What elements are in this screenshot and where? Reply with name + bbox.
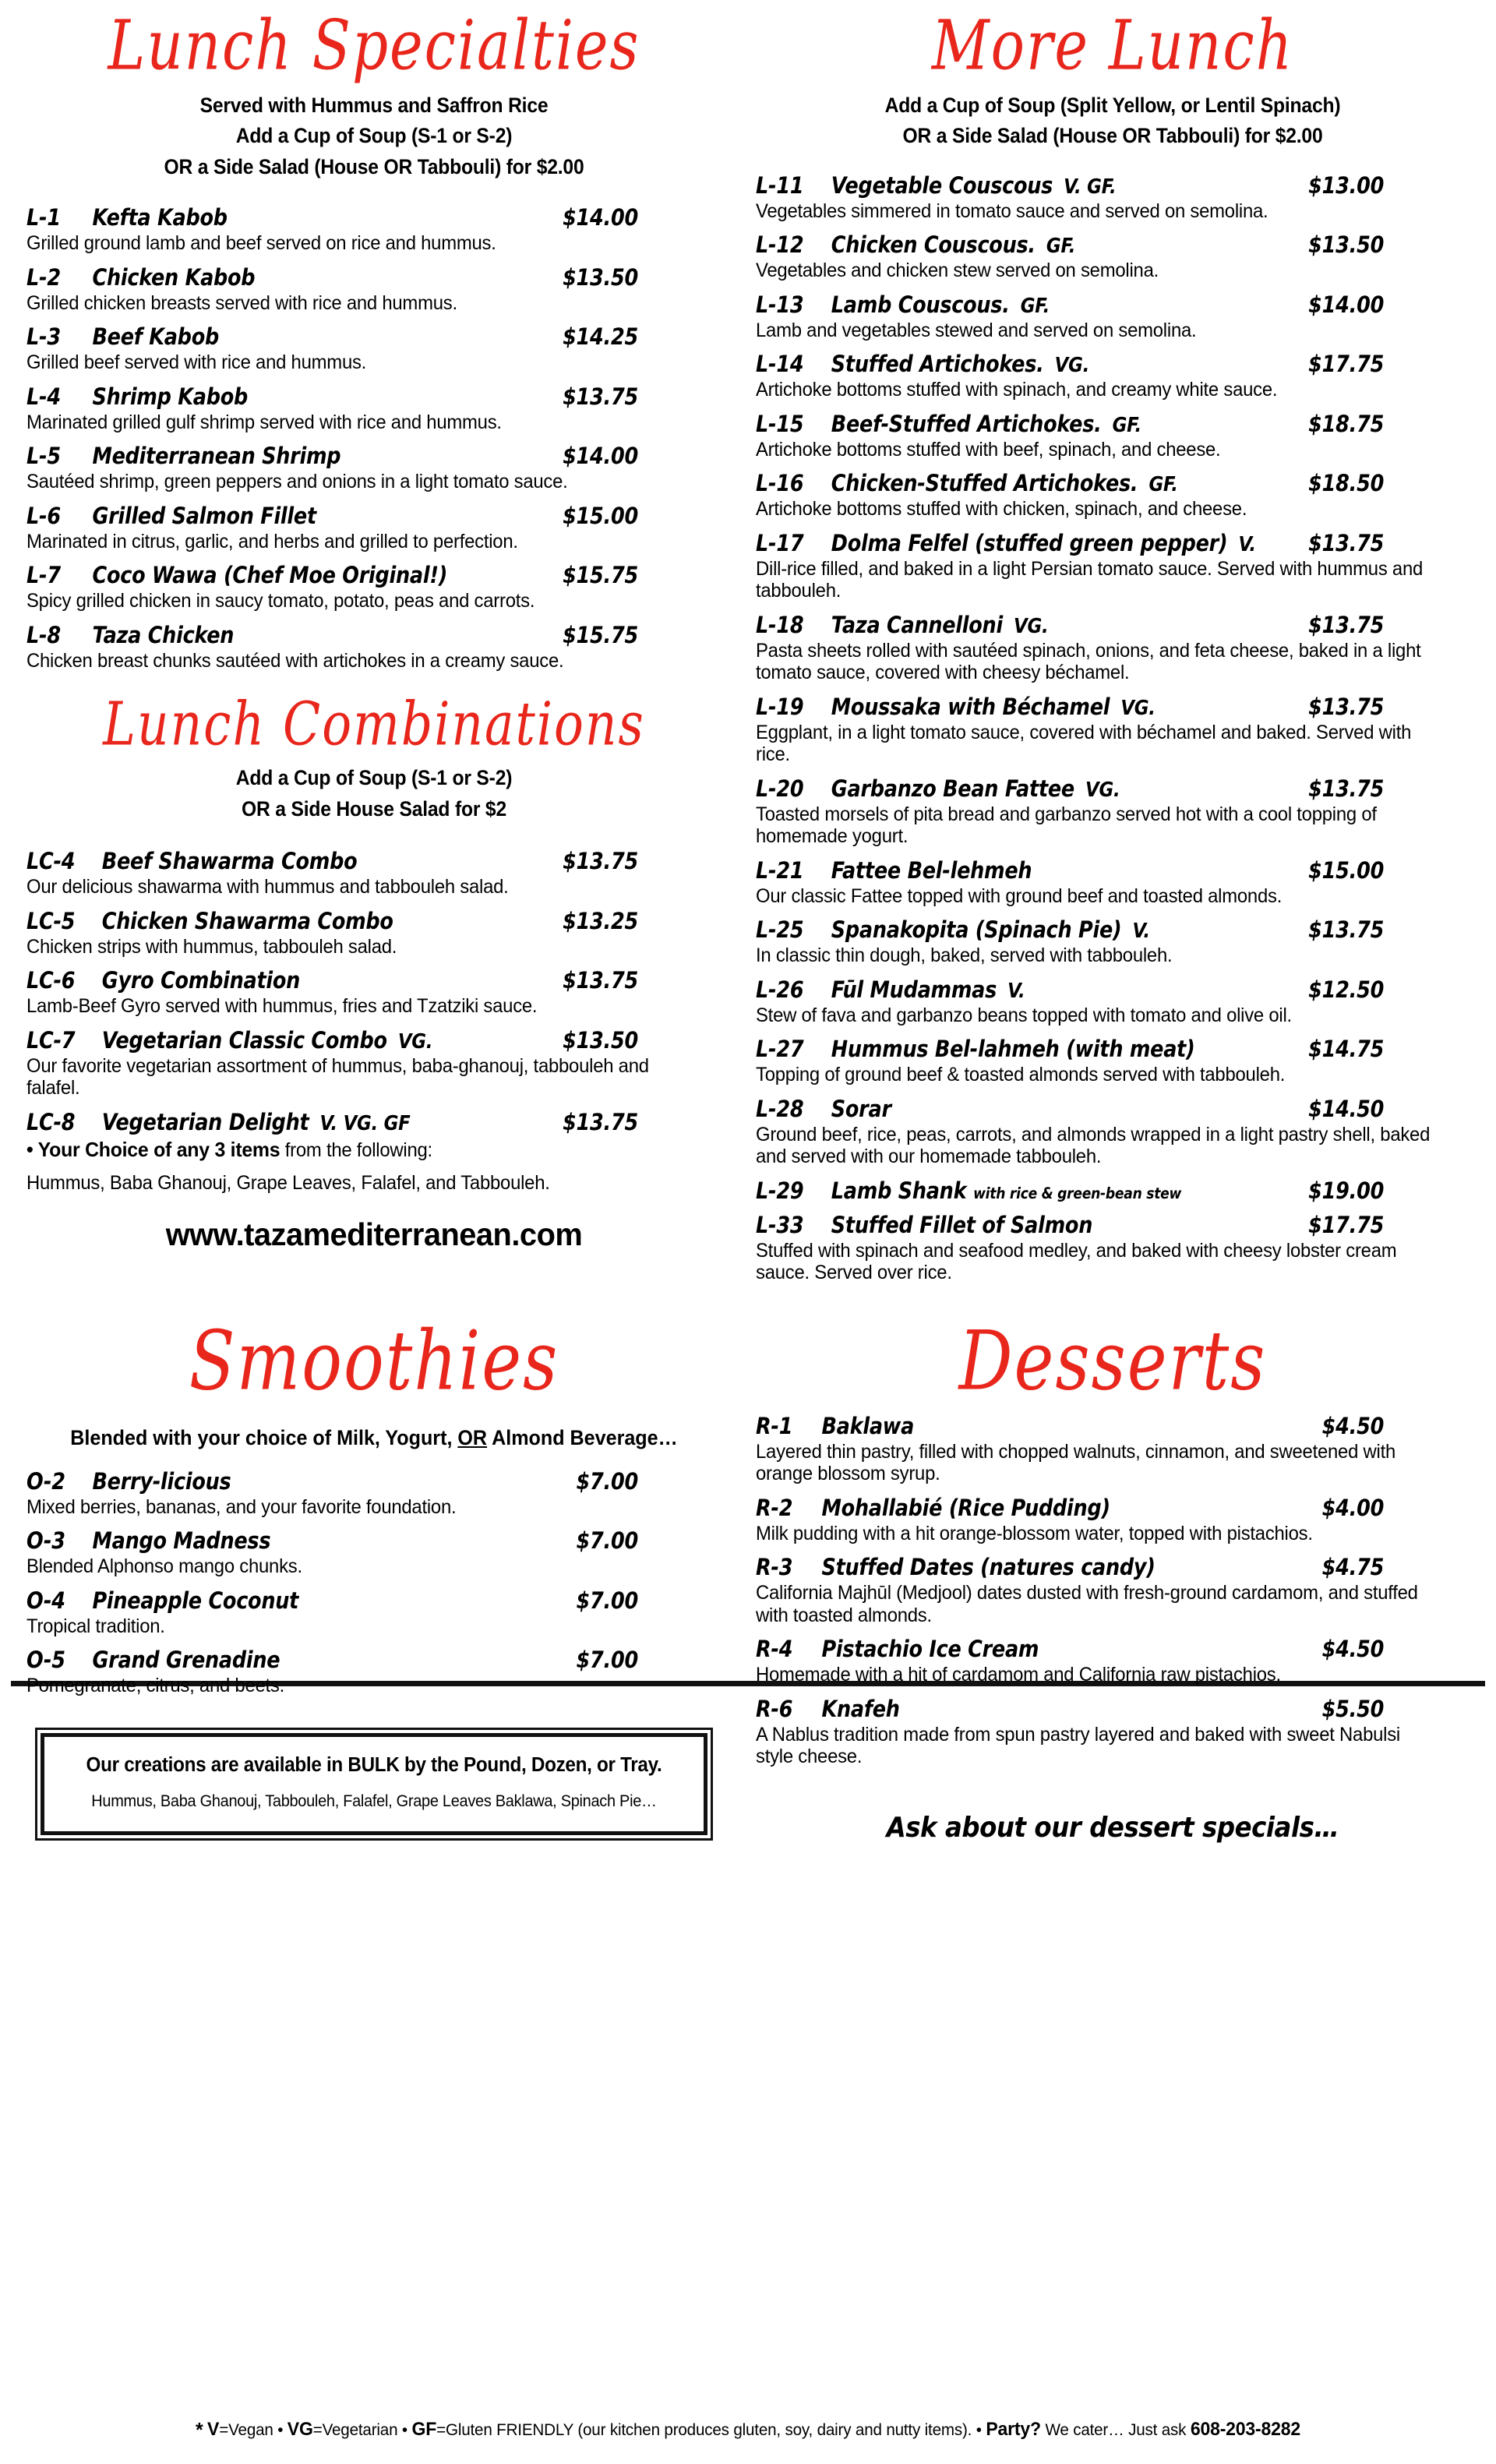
desserts-list	[756, 1412, 1470, 1768]
legend-party-text: We cater… Just ask	[1040, 2420, 1191, 2439]
menu-item-name: Beef-Stuffed Artichokes.	[831, 410, 1102, 437]
menu-item-header	[26, 1467, 638, 1495]
bulk-box	[41, 1733, 707, 1835]
menu-item-name: Baklawa	[821, 1412, 915, 1439]
menu-item	[756, 1095, 1470, 1168]
bulk-box-headline: Our creations are available in BULK by the Pound, Dozen, or Tray.	[86, 1753, 662, 1776]
menu-item-diet-tags: GF.	[1112, 413, 1141, 437]
menu-item	[756, 472, 1470, 521]
phone-number[interactable]: 608-203-8282	[1190, 2419, 1301, 2440]
menu-item-header	[26, 969, 638, 992]
menu-item-price: $7.00	[576, 1467, 638, 1495]
menu-item	[26, 907, 722, 958]
menu-item-name: Hummus Bel-lahmeh (with meat)	[831, 1036, 1195, 1063]
menu-item-description: Eggplant, in a light tomato sauce, covered with béchamel and baked. Served with rice.	[756, 721, 1412, 766]
menu-item	[756, 1638, 1470, 1686]
menu-item-code: LC-4	[26, 848, 76, 875]
lunch-combinations-subhead-1: Add a Cup of Soup (S-1 or S-2)	[235, 766, 513, 790]
lunch-specialties-list	[26, 204, 722, 672]
menu-item-header	[756, 231, 1385, 259]
menu-item-description: Artichoke bottoms stuffed with chicken, spinach, and cheese.	[756, 498, 1247, 521]
menu-item-code: L-12	[756, 231, 804, 259]
menu-item-price: $13.50	[563, 1026, 638, 1054]
menu-item-diet-tags: V.	[1007, 979, 1025, 1003]
menu-item-description: Toasted morsels of pita bread and garbanzo served hot with a cool topping of homemade yogurt.	[756, 803, 1377, 848]
menu-item-name: Garbanzo Bean Fattee	[831, 775, 1074, 802]
menu-item-price: $15.00	[1308, 856, 1385, 884]
menu-item-header	[26, 621, 638, 648]
menu-item-header	[26, 564, 638, 587]
menu-item-price: $13.75	[563, 1108, 638, 1135]
menu-item-code: L-18	[756, 611, 804, 638]
menu-item	[756, 611, 1470, 684]
menu-item-header	[26, 850, 638, 873]
menu-item-price: $14.75	[1308, 1036, 1385, 1063]
menu-item-header	[756, 775, 1385, 802]
menu-item-code: L-6	[26, 502, 61, 529]
choice-rest-text: from the following:	[280, 1138, 432, 1161]
menu-item-description: Dill-rice filled, and baked in a light Persian tomato sauce. Served with hummus and tabbouleh.	[756, 557, 1424, 602]
menu-item	[756, 1412, 1470, 1485]
menu-item-description: Chicken breast chunks sautéed with artichokes in a creamy sauce.	[26, 649, 564, 672]
menu-item-description: Stew of fava and garbanzo beans topped with tomato and olive oil.	[756, 1004, 1292, 1026]
bulk-box-items: Hummus, Baba Ghanouj, Tabbouleh, Falafel, Grape Leaves Baklawa, Spinach Pie…	[91, 1792, 657, 1810]
menu-item-name: Chicken Kabob	[92, 263, 256, 291]
legend-v-text: =Vegan •	[219, 2420, 288, 2439]
menu-item-header	[756, 976, 1385, 1003]
menu-item-code: L-14	[756, 351, 804, 378]
menu-item-header	[756, 1038, 1384, 1061]
menu-item	[26, 621, 722, 672]
menu-item-code: L-17	[756, 529, 804, 556]
menu-item-price: $7.00	[576, 1587, 638, 1614]
menu-item-description: Artichoke bottoms stuffed with spinach, and creamy white sauce.	[756, 379, 1278, 401]
menu-item-header	[756, 1177, 1385, 1204]
menu-item-description: California Majhūl (Medjool) dates dusted with fresh-ground cardamom, and stuffed with toasted almonds.	[756, 1582, 1418, 1626]
right-column-top	[748, 0, 1496, 1284]
menu-item-code: L-1	[26, 204, 61, 231]
menu-item-code: R-2	[756, 1494, 793, 1521]
menu-item-description: Grilled chicken breasts served with rice and hummus.	[26, 291, 457, 314]
menu-item-name: Grilled Salmon Fillet	[92, 502, 316, 529]
menu-item-description: Grilled beef served with rice and hummus.	[26, 351, 367, 374]
menu-item	[756, 291, 1470, 342]
menu-item-description: Homemade with a hit of cardamom and California raw pistachios.	[756, 1664, 1281, 1686]
menu-item-header	[756, 171, 1385, 199]
menu-item-description: A Nablus tradition made from spun pastry layered and baked with sweet Nabulsi style cheese.	[756, 1723, 1400, 1768]
menu-item-code: O-4	[26, 1587, 65, 1614]
menu-item-description: Our delicious shawarma with hummus and tabbouleh salad.	[26, 876, 509, 898]
menu-item	[26, 502, 722, 553]
lunch-combinations-subhead-2: OR a Side House Salad for $2	[242, 796, 506, 821]
menu-item-name: Moussaka with Béchamel	[831, 693, 1110, 720]
menu-item-description: Lamb-Beef Gyro served with hummus, fries and Tzatziki sauce.	[26, 995, 538, 1018]
menu-item-header	[26, 1527, 638, 1555]
legend-gf-text: =Gluten FRIENDLY (our kitchen produces gluten, soy, dairy and nutty items). •	[436, 2420, 986, 2439]
menu-item-diet-tags: VG.	[1120, 696, 1156, 720]
menu-item	[26, 1467, 722, 1519]
menu-item-price: $13.75	[1308, 775, 1385, 802]
menu-item-name: Beef Kabob	[92, 323, 219, 351]
lunch-specialties-subhead-2: Add a Cup of Soup (S-1 or S-2)	[235, 124, 513, 148]
menu-item-note: with rice & green-bean stew	[973, 1184, 1182, 1202]
menu-item-price: $14.25	[563, 323, 638, 351]
section-title-lunch-specialties: Lunch Specialties	[108, 5, 640, 86]
menu-item	[26, 323, 722, 374]
menu-item-name: Chicken-Stuffed Artichokes.	[831, 470, 1138, 497]
menu-item	[756, 1177, 1470, 1204]
menu-item-price: $15.75	[563, 621, 638, 648]
menu-item-description: Blended Alphonso mango chunks.	[26, 1555, 302, 1578]
blended-post-text: Almond Beverage…	[487, 1425, 678, 1449]
menu-item-code: O-2	[26, 1467, 65, 1495]
menu-item-diet-tags: V.	[1132, 920, 1150, 944]
menu-item-code: L-13	[756, 291, 804, 318]
menu-item-header	[756, 1695, 1385, 1722]
menu-item-price: $13.75	[1308, 611, 1385, 638]
menu-item-description: Our favorite vegetarian assortment of hummus, baba-ghanouj, tabbouleh and falafel.	[26, 1054, 649, 1100]
menu-item-header	[756, 1556, 1384, 1579]
menu-item-price: $5.50	[1321, 1695, 1385, 1722]
menu-item	[26, 263, 722, 315]
menu-item	[756, 916, 1470, 967]
menu-item-name: Kefta Kabob	[92, 204, 228, 231]
menu-item-name: Chicken Couscous.	[831, 231, 1036, 259]
menu-item-name: Lamb Shank	[831, 1177, 967, 1204]
menu-item-description: Tropical tradition.	[26, 1615, 165, 1637]
bottom-half	[0, 1306, 1496, 1844]
menu-item-price: $14.00	[563, 204, 638, 231]
menu-item-code: L-29	[756, 1177, 804, 1204]
menu-item-name: Grand Grenadine	[92, 1647, 280, 1674]
right-column-bottom	[748, 1306, 1496, 1844]
menu-item-description: Spicy grilled chicken in saucy tomato, potato, peas and carrots.	[26, 590, 535, 612]
menu-item-price: $13.50	[563, 263, 638, 291]
menu-item-price: $14.00	[563, 443, 638, 470]
menu-item	[756, 976, 1470, 1027]
vegetarian-delight-choice-line	[26, 1138, 690, 1162]
menu-item-name: Mediterranean Shrimp	[92, 443, 341, 470]
left-column-bottom	[0, 1306, 748, 1844]
menu-item	[756, 1556, 1470, 1626]
menu-item	[26, 1527, 722, 1578]
menu-item	[756, 410, 1470, 461]
menu-item-description: Our classic Fattee topped with ground beef and toasted almonds.	[756, 884, 1283, 907]
menu-item-code: L-16	[756, 470, 804, 497]
menu-item	[756, 1695, 1470, 1768]
menu-item-header	[756, 916, 1385, 944]
menu-item-name: Mohallabié (Rice Pudding)	[821, 1494, 1110, 1521]
menu-item-code: L-4	[26, 383, 61, 410]
more-lunch-subhead-1: Add a Cup of Soup (Split Yellow, or Lentil Spinach)	[884, 94, 1341, 117]
menu-item-diet-tags: VG.	[1014, 614, 1049, 638]
menu-item-diet-tags: V. VG. GF	[319, 1111, 411, 1135]
menu-item-description: Pasta sheets rolled with sautéed spinach, onions, and feta cheese, baked in a light tomato sauce, covered with cheesy béchamel.	[756, 639, 1421, 684]
menu-item-name: Spanakopita (Spinach Pie)	[831, 916, 1122, 944]
menu-item-name: Pineapple Coconut	[92, 1587, 299, 1614]
menu-item-description: Topping of ground beef & toasted almonds served with tabbouleh.	[756, 1064, 1286, 1086]
section-title-more-lunch: More Lunch	[931, 5, 1294, 86]
menu-item-name: Stuffed Fillet of Salmon	[831, 1211, 1093, 1238]
menu-item-code: L-21	[756, 856, 804, 884]
lunch-specialties-subhead-1: Served with Hummus and Saffron Rice	[199, 94, 549, 117]
more-lunch-list	[756, 171, 1470, 1284]
menu-item-price: $13.50	[1308, 231, 1385, 259]
menu-item-diet-tags: GF.	[1046, 235, 1076, 259]
legend-vg-label: VG	[287, 2419, 313, 2440]
menu-item-header	[26, 502, 638, 529]
menu-item-name: Pistachio Ice Cream	[821, 1636, 1039, 1663]
menu-item-code: R-3	[756, 1554, 793, 1581]
legend-party-label: Party?	[986, 2419, 1041, 2440]
menu-item-code: LC-8	[26, 1108, 76, 1135]
menu-item-price: $13.75	[563, 848, 638, 875]
menu-item-header	[756, 1211, 1385, 1238]
menu-item-description: Sautéed shrimp, green peppers and onions in a light tomato sauce.	[26, 471, 568, 493]
menu-item-diet-tags: V. GF.	[1064, 175, 1117, 199]
menu-item-header	[26, 323, 638, 351]
menu-item-code: LC-6	[26, 967, 76, 994]
legend-gf-label: GF	[411, 2419, 437, 2440]
section-title-lunch-combinations: Lunch Combinations	[103, 690, 645, 760]
menu-item-name: Fūl Mudammas	[831, 976, 997, 1003]
menu-item	[756, 775, 1470, 848]
lunch-combinations-list	[26, 850, 722, 1134]
menu-item	[26, 1026, 722, 1100]
menu-item-price: $15.00	[563, 502, 638, 529]
menu-item-description: Layered thin pastry, filled with chopped walnuts, cinnamon, and sweetened with orange blossom syrup.	[756, 1440, 1396, 1485]
menu-item-header	[756, 1412, 1385, 1439]
menu-item-header	[26, 383, 638, 410]
menu-item-name: Gyro Combination	[101, 967, 301, 994]
menu-item-code: R-4	[756, 1636, 793, 1663]
menu-item-description: Stuffed with spinach and seafood medley, and baked with cheesy lobster cream sauce. Served over rice.	[756, 1239, 1397, 1284]
section-title-smoothies: Smoothies	[189, 1313, 559, 1409]
menu-item-code: R-1	[756, 1412, 793, 1439]
menu-item-code: L-26	[756, 976, 804, 1003]
menu-item-code: R-6	[756, 1695, 793, 1722]
menu-item-price: $15.75	[563, 562, 638, 589]
menu-item-code: L-25	[756, 916, 804, 944]
menu-item-name: Berry-licious	[92, 1467, 231, 1495]
menu-item-code: L-2	[26, 263, 61, 291]
menu-item-diet-tags: VG.	[397, 1029, 433, 1054]
menu-item-name: Beef Shawarma Combo	[101, 848, 358, 875]
menu-item-price: $4.50	[1321, 1412, 1385, 1439]
menu-item-header	[26, 263, 638, 291]
menu-item-description: Mixed berries, bananas, and your favorite foundation.	[26, 1495, 457, 1518]
menu-item-header	[756, 410, 1385, 437]
menu-item-price: $14.50	[1308, 1095, 1385, 1122]
menu-item-header	[756, 529, 1385, 556]
vegetarian-delight-choice-list: Hummus, Baba Ghanouj, Grape Leaves, Falafel, and Tabbouleh.	[26, 1172, 550, 1195]
menu-item	[26, 1108, 722, 1135]
menu-item-name: Stuffed Dates (natures candy)	[821, 1554, 1156, 1581]
menu-item-header	[26, 445, 638, 468]
menu-item-diet-tags: VG.	[1054, 354, 1090, 378]
menu-item-header	[756, 472, 1384, 495]
menu-item-description: Milk pudding with a hit orange-blossom water, topped with pistachios.	[756, 1522, 1313, 1544]
legend-vg-text: =Vegetarian •	[312, 2420, 412, 2439]
menu-item-price: $13.75	[1308, 529, 1385, 556]
menu-item-header	[756, 1494, 1385, 1521]
menu-item-code: L-20	[756, 775, 804, 802]
menu-item-price: $13.75	[1308, 693, 1385, 720]
menu-item-header	[756, 856, 1385, 884]
menu-item-name: Shrimp Kabob	[92, 383, 249, 410]
menu-item-price: $13.75	[563, 383, 638, 410]
menu-item-price: $7.00	[576, 1527, 638, 1555]
menu-item-price: $13.75	[563, 967, 638, 994]
menu-item-price: $4.75	[1321, 1554, 1385, 1581]
menu-item-header	[756, 611, 1385, 638]
menu-item	[26, 564, 722, 612]
menu-item-name: Dolma Felfel (stuffed green pepper)	[831, 529, 1228, 556]
menu-item-code: L-28	[756, 1095, 804, 1122]
menu-item-description: Artichoke bottoms stuffed with beef, spinach, and cheese.	[756, 438, 1221, 461]
menu-item-header	[26, 1108, 638, 1135]
asterisk-icon: *	[195, 2418, 203, 2441]
menu-item-description: Vegetables and chicken stew served on semolina.	[756, 259, 1159, 282]
legend-v-label: V	[207, 2419, 220, 2440]
menu-item-price: $19.00	[1308, 1177, 1385, 1204]
menu-item-price: $13.75	[1308, 916, 1385, 944]
menu-item-diet-tags: V.	[1238, 532, 1256, 556]
menu-item-name: Lamb Couscous.	[831, 291, 1010, 318]
menu-item	[26, 383, 722, 434]
menu-item-name: Fattee Bel-lehmeh	[831, 856, 1032, 884]
blended-or-text: OR	[457, 1425, 488, 1449]
choice-bold-text: • Your Choice of any 3 items	[26, 1137, 280, 1161]
menu-item-description: Vegetables simmered in tomato sauce and served on semolina.	[756, 199, 1268, 222]
footer-legend	[30, 2418, 1466, 2442]
menu-item-code: L-5	[26, 443, 61, 470]
menu-item-diet-tags: VG.	[1085, 778, 1120, 802]
left-column-top	[0, 0, 748, 1284]
menu-item-description: Ground beef, rice, peas, carrots, and almonds wrapped in a light pastry shell, baked and served with our homemade tabbouleh.	[756, 1123, 1431, 1168]
menu-item-code: L-19	[756, 693, 804, 720]
menu-item-price: $12.50	[1308, 976, 1385, 1003]
menu-item-price: $7.00	[576, 1647, 638, 1674]
menu-item-name: Sorar	[831, 1095, 891, 1122]
menu-item-description: Chicken strips with hummus, tabbouleh salad.	[26, 935, 397, 958]
menu-item-diet-tags: GF.	[1148, 473, 1178, 497]
menu-item-description: In classic thin dough, baked, served with tabbouleh.	[756, 944, 1173, 967]
blended-pre-text: Blended with your choice of Milk, Yogurt,	[70, 1425, 458, 1449]
menu-item-price: $13.00	[1308, 171, 1385, 199]
dessert-specials-note: Ask about our dessert specials…	[886, 1811, 1339, 1844]
menu-item-header	[756, 1638, 1384, 1661]
menu-item-code: L-8	[26, 621, 61, 648]
menu-item-code: L-11	[756, 171, 804, 199]
smoothies-list	[26, 1467, 722, 1697]
menu-item-code: L-7	[26, 562, 61, 589]
menu-item-price: $4.00	[1321, 1494, 1385, 1521]
menu-item-header	[756, 353, 1384, 376]
menu-item	[756, 1494, 1470, 1545]
menu-item-code: O-3	[26, 1527, 65, 1555]
menu-item-name: Vegetarian Classic Combo	[101, 1026, 387, 1054]
menu-item	[756, 353, 1470, 401]
menu-item-name: Stuffed Artichokes.	[831, 351, 1044, 378]
menu-item-code: O-5	[26, 1647, 65, 1674]
menu-item-diet-tags: GF.	[1020, 294, 1050, 318]
menu-item	[756, 231, 1470, 282]
menu-item-header	[26, 1647, 638, 1674]
menu-item-description: Marinated grilled gulf shrimp served with rice and hummus.	[26, 411, 502, 433]
menu-item-price: $13.25	[563, 907, 638, 934]
more-lunch-subhead-2: OR a Side Salad (House OR Tabbouli) for $2.00	[902, 124, 1323, 148]
menu-item-name: Knafeh	[821, 1695, 900, 1722]
menu-item-name: Taza Cannelloni	[831, 611, 1003, 638]
menu-item-header	[26, 907, 638, 934]
menu-item-code: L-27	[756, 1036, 804, 1063]
menu-item	[26, 204, 722, 255]
menu-item-name: Coco Wawa (Chef Moe Original!)	[92, 562, 448, 589]
menu-item	[756, 1211, 1470, 1284]
menu-item-code: LC-5	[26, 907, 76, 934]
menu-item-name: Vegetarian Delight	[101, 1108, 309, 1135]
menu-item-price: $18.75	[1308, 410, 1385, 437]
menu-item-description: Lamb and vegetables stewed and served on semolina.	[756, 319, 1197, 341]
menu-item	[26, 969, 722, 1018]
menu-item-price: $17.75	[1308, 1211, 1385, 1238]
menu-item-header	[756, 693, 1385, 720]
menu-item-description: Pomegranate, citrus, and beets.	[26, 1675, 285, 1697]
lunch-specialties-subhead-3: OR a Side Salad (House OR Tabbouli) for $2.00	[164, 154, 584, 178]
menu-item-name: Taza Chicken	[92, 621, 235, 648]
menu-item-code: LC-7	[26, 1026, 76, 1054]
menu-item-description: Marinated in citrus, garlic, and herbs and grilled to perfection.	[26, 530, 518, 552]
menu-item-price: $4.50	[1321, 1636, 1385, 1663]
menu-item	[26, 445, 722, 493]
menu-item-header	[26, 204, 638, 231]
menu-item	[26, 850, 722, 898]
menu-item-name: Chicken Shawarma Combo	[101, 907, 393, 934]
menu-item	[756, 529, 1470, 602]
menu-item	[26, 1587, 722, 1638]
menu-item-code: L-33	[756, 1211, 804, 1238]
menu-item-header	[26, 1026, 638, 1054]
menu-item-code: L-15	[756, 410, 804, 437]
menu-item-name: Mango Madness	[92, 1527, 271, 1555]
smoothies-blended-note	[51, 1426, 697, 1450]
menu-item	[756, 856, 1470, 908]
website-url[interactable]: www.tazamediterranean.com	[165, 1216, 583, 1252]
menu-item	[756, 171, 1470, 223]
menu-item	[26, 1649, 722, 1697]
menu-item-name: Vegetable Couscous	[831, 171, 1053, 199]
menu-item-code: L-3	[26, 323, 61, 351]
menu-item-price: $14.00	[1308, 291, 1385, 318]
menu-item-price: $18.50	[1308, 470, 1385, 497]
menu-item-header	[756, 1095, 1385, 1122]
menu-item-description: Grilled ground lamb and beef served on rice and hummus.	[26, 232, 496, 255]
menu-item-header	[26, 1587, 638, 1614]
menu-item	[756, 1038, 1470, 1086]
bulk-callout	[41, 1733, 707, 1835]
menu-item-price: $17.75	[1308, 351, 1385, 378]
section-title-desserts: Desserts	[958, 1313, 1267, 1409]
menu-item-header	[756, 291, 1385, 318]
menu-item	[756, 693, 1470, 766]
